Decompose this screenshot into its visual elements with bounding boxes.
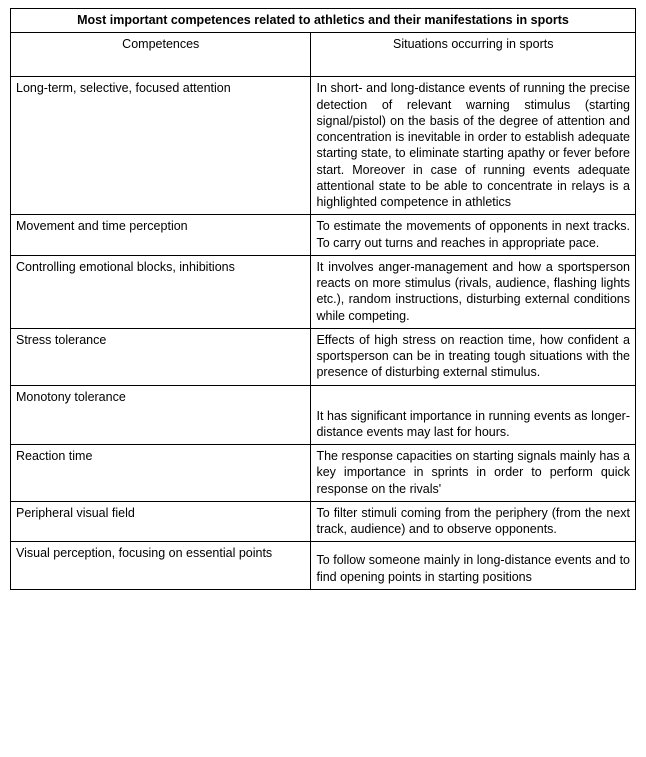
table-row — [11, 445, 636, 502]
table-title-row — [11, 9, 636, 33]
cell-situation: In short- and long-distance events of running the precise detection of relevant warning stimulus (starting signal/pistol) on the basis of the degree of attention and concentration is inevitable in order to establish adequate starting state, to eliminate starting apathy or fever before start. Moreover in case of running events adequate attentional state to be able to concentrate in relays is a highlighted competence in athletics — [311, 77, 636, 215]
cell-competence: Movement and time perception — [11, 215, 311, 256]
cell-competence: Stress tolerance — [11, 328, 311, 385]
cell-competence: Long-term, selective, focused attention — [11, 77, 311, 215]
cell-situation: It has significant importance in running events as longer-distance events may last for hours. — [311, 385, 636, 445]
cell-situation: To estimate the movements of opponents in next tracks. To carry out turns and reaches in appropriate pace. — [311, 215, 636, 256]
table-row — [11, 501, 636, 542]
cell-competence: Reaction time — [11, 445, 311, 502]
table-body — [11, 9, 636, 590]
column-header-situations: Situations occurring in sports — [311, 33, 636, 77]
cell-situation: To follow someone mainly in long-distance events and to find opening points in starting positions — [311, 542, 636, 590]
table-row — [11, 215, 636, 256]
column-header-competences: Competences — [11, 33, 311, 77]
competences-table — [10, 8, 636, 590]
cell-situation: The response capacities on starting signals mainly has a key importance in sprints in order to perform quick response on the rivals' — [311, 445, 636, 502]
table-row — [11, 77, 636, 215]
cell-situation: Effects of high stress on reaction time, how confident a sportsperson can be in treating tough situations with the presence of disturbing external stimulus. — [311, 328, 636, 385]
cell-competence: Visual perception, focusing on essential points — [11, 542, 311, 590]
table-title: Most important competences related to athletics and their manifestations in sports — [11, 9, 636, 33]
table-row — [11, 328, 636, 385]
cell-competence: Monotony tolerance — [11, 385, 311, 445]
table-row — [11, 385, 636, 445]
table-row — [11, 542, 636, 590]
table-header-row — [11, 33, 636, 77]
cell-situation: To filter stimuli coming from the periphery (from the next track, audience) and to observe opponents. — [311, 501, 636, 542]
table-row — [11, 255, 636, 328]
cell-situation: It involves anger-management and how a sportsperson reacts on more stimulus (rivals, audience, flashing lights etc.), random instructions, disturbing external conditions while competing. — [311, 255, 636, 328]
cell-competence: Peripheral visual field — [11, 501, 311, 542]
cell-competence: Controlling emotional blocks, inhibitions — [11, 255, 311, 328]
